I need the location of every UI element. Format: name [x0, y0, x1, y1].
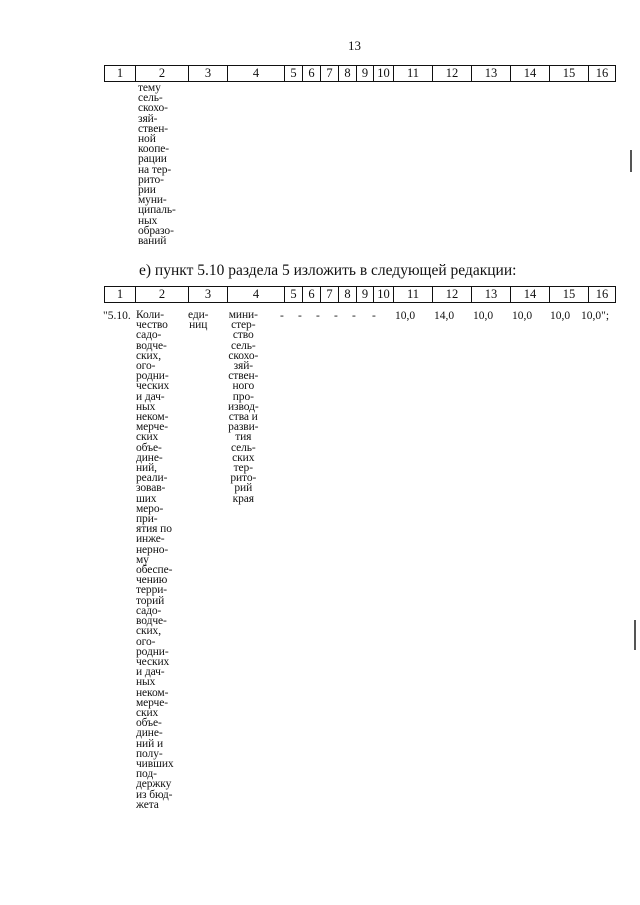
- page-number: 13: [348, 38, 361, 53]
- header-cell: 10: [374, 66, 394, 82]
- header-cell: 16: [589, 287, 616, 303]
- header-row: [105, 287, 616, 303]
- header-cell: 9: [357, 66, 374, 82]
- continuation-text: тему сель- скохо- зяй- ствен- ной коопе- рации на тер- рито- рии муни- ципаль- ных образо- ваний: [138, 82, 176, 248]
- value-2014: 10,0: [395, 310, 416, 322]
- header-cell: 13: [472, 66, 511, 82]
- instruction-paragraph: е) пункт 5.10 раздела 5 изложить в следующей редакции:: [139, 262, 517, 279]
- value-2012: -: [352, 310, 356, 322]
- value-2008: -: [280, 310, 284, 322]
- header-cell: 1: [105, 287, 136, 303]
- header-row: [105, 66, 616, 82]
- header-cell: 5: [285, 287, 303, 303]
- header-cell: 3: [189, 287, 228, 303]
- header-cell: 7: [321, 66, 339, 82]
- header-cell: 15: [550, 287, 589, 303]
- header-cell: 8: [339, 287, 357, 303]
- header-cell: 8: [339, 66, 357, 82]
- header-cell: 11: [394, 287, 433, 303]
- value-2015: 14,0: [434, 310, 455, 322]
- value-2019: 10,0";: [581, 310, 610, 322]
- header-cell: 2: [136, 287, 189, 303]
- row-number: "5.10.: [103, 310, 131, 322]
- header-cell: 13: [472, 287, 511, 303]
- indicator-text: Коли- чество садо- водче- ских, ого- родни- ческих и дач- ных неком- мерче- ских объе- дине- ний, реали- зовав- ших меро- при- ятия по инже- нерно- му обеспе- чению терри- торий садо- водче- ских, ого- родни- ческих и дач- ных неком- мерче- ских объе- дине- ний и полу- чивших под- держку из бюд- жета: [136, 309, 174, 811]
- header-cell: 7: [321, 287, 339, 303]
- table-header-bottom: [104, 286, 616, 303]
- scan-artifact: [630, 150, 632, 172]
- header-cell: 14: [511, 66, 550, 82]
- table-header-top: [104, 65, 616, 82]
- header-cell: 12: [433, 66, 472, 82]
- unit-text: еди- ниц: [188, 309, 209, 332]
- header-cell: 3: [189, 66, 228, 82]
- value-2011: -: [334, 310, 338, 322]
- header-cell: 4: [228, 287, 285, 303]
- header-cell: 16: [589, 66, 616, 82]
- header-cell: 10: [374, 287, 394, 303]
- scan-artifact: [634, 620, 636, 650]
- header-cell: 1: [105, 66, 136, 82]
- value-2013: -: [372, 310, 376, 322]
- header-cell: 15: [550, 66, 589, 82]
- header-cell: 12: [433, 287, 472, 303]
- header-cell: 14: [511, 287, 550, 303]
- header-cell: 2: [136, 66, 189, 82]
- responsible-text: мини- стер- ство сель- скохо- зяй- ствен- ного про- извод- ства и разви- тия сель- ских тер- рито- рий края: [228, 309, 259, 505]
- header-cell: 6: [303, 287, 321, 303]
- header-cell: 5: [285, 66, 303, 82]
- header-cell: 11: [394, 66, 433, 82]
- header-cell: 4: [228, 66, 285, 82]
- value-2018: 10,0: [550, 310, 571, 322]
- header-cell: 6: [303, 66, 321, 82]
- header-cell: 9: [357, 287, 374, 303]
- value-2017: 10,0: [512, 310, 533, 322]
- value-2009: -: [298, 310, 302, 322]
- value-2010: -: [316, 310, 320, 322]
- value-2016: 10,0: [473, 310, 494, 322]
